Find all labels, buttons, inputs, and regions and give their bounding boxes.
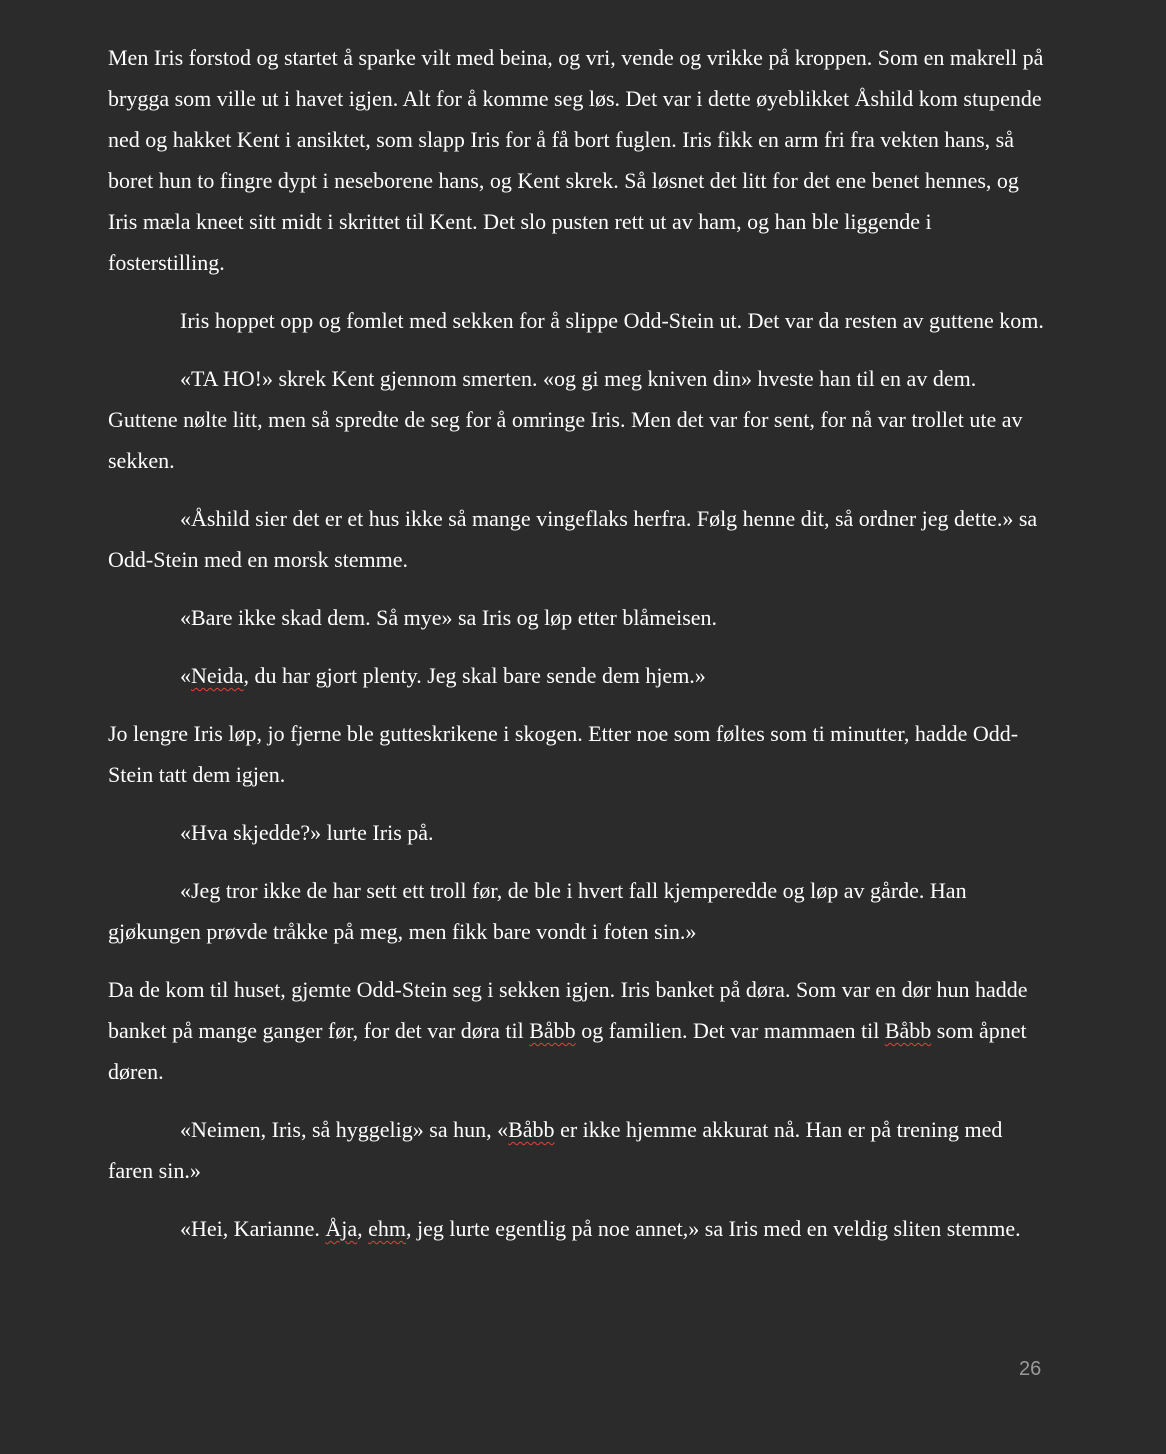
paragraph-text: , du har gjort plenty. Jeg skal bare sende dem hjem.» bbox=[243, 663, 706, 688]
spelling-error-word: Åja bbox=[325, 1216, 358, 1241]
spelling-error-word: Båbb bbox=[884, 1018, 932, 1043]
paragraph bbox=[108, 498, 1048, 580]
paragraph-text: og familien. Det var mammaen til bbox=[575, 1018, 885, 1043]
paragraph-text: «Jeg tror ikke de har sett ett troll før, de ble i hvert fall kjemperedde og løp av gårde. Han gjøkungen prøvde tråkke på meg, men fikk bare vondt i foten sin.» bbox=[108, 878, 967, 944]
paragraph-text: Jo lengre Iris løp, jo fjerne ble gutteskrikene i skogen. Etter noe som føltes som ti minutter, hadde Odd-Stein tatt dem igjen. bbox=[108, 721, 1019, 787]
paragraph bbox=[108, 812, 1048, 853]
paragraph bbox=[108, 300, 1048, 341]
paragraph-text: , bbox=[357, 1216, 369, 1241]
spelling-error-word: Neida bbox=[191, 663, 244, 688]
paragraph bbox=[108, 870, 1048, 952]
paragraph-text: «TA HO!» skrek Kent gjennom smerten. «og gi meg kniven din» hveste han til en av dem. Guttene nølte litt, men så spredte de seg for å omringe Iris. Men det var for sent, for nå var trollet ute av sekken. bbox=[108, 366, 1023, 473]
spelling-error-word: ehm bbox=[368, 1216, 407, 1241]
paragraph-text: «Neimen, Iris, så hyggelig» sa hun, « bbox=[180, 1117, 509, 1142]
paragraph bbox=[108, 655, 1048, 696]
paragraph-text: er ikke hjemme akkurat nå. Han er på trening med faren sin.» bbox=[108, 1117, 1003, 1183]
paragraph-text: «Åshild sier det er et hus ikke så mange vingeflaks herfra. Følg henne dit, så ordner jeg dette.» sa Odd-Stein med en morsk stemme. bbox=[108, 506, 1038, 572]
paragraph-text: Iris hoppet opp og fomlet med sekken for å slippe Odd-Stein ut. Det var da resten av guttene kom. bbox=[180, 308, 1044, 333]
paragraph bbox=[108, 969, 1048, 1092]
paragraph bbox=[108, 37, 1048, 283]
paragraph-text: «Hei, Karianne. bbox=[180, 1216, 326, 1241]
spelling-error-word: Båbb bbox=[508, 1117, 555, 1142]
paragraph-text: «Bare ikke skad dem. Så mye» sa Iris og løp etter blåmeisen. bbox=[180, 605, 718, 630]
document-body[interactable] bbox=[108, 37, 1048, 1266]
paragraph-text: Da de kom til huset, gjemte Odd-Stein seg i sekken igjen. Iris banket på døra. Som var en dør hun hadde banket på mange ganger før, for det var døra til bbox=[108, 977, 1028, 1043]
paragraph bbox=[108, 1208, 1048, 1249]
spelling-error-word: Båbb bbox=[529, 1018, 576, 1043]
paragraph-text: , jeg lurte egentlig på noe annet,» sa Iris med en veldig sliten stemme. bbox=[406, 1216, 1021, 1241]
paragraph-text: som åpnet døren. bbox=[108, 1018, 1027, 1084]
paragraph-text: Men Iris forstod og startet å sparke vilt med beina, og vri, vende og vrikke på kroppen. Som en makrell på brygga som ville ut i havet igjen. Alt for å komme seg løs. Det var i dette øyeblikket Åshild kom stupende ned og hakket Kent i ansiktet, som slapp Iris for å få bort fuglen. Iris fikk en arm fri fra vekten hans, så boret hun to fingre dypt i neseborene hans, og Kent skrek. Så løsnet det litt for det ene benet hennes, og Iris mæla kneet sitt midt i skrittet til Kent. Det slo pusten rett ut av ham, og han ble liggende i fosterstilling. bbox=[108, 45, 1044, 275]
paragraph bbox=[108, 1109, 1048, 1191]
paragraph bbox=[108, 713, 1048, 795]
page-number: 26 bbox=[1019, 1358, 1042, 1380]
paragraph bbox=[108, 597, 1048, 638]
paragraph-text: «Hva skjedde?» lurte Iris på. bbox=[180, 820, 434, 845]
paragraph bbox=[108, 358, 1048, 481]
paragraph-text: « bbox=[180, 663, 191, 688]
